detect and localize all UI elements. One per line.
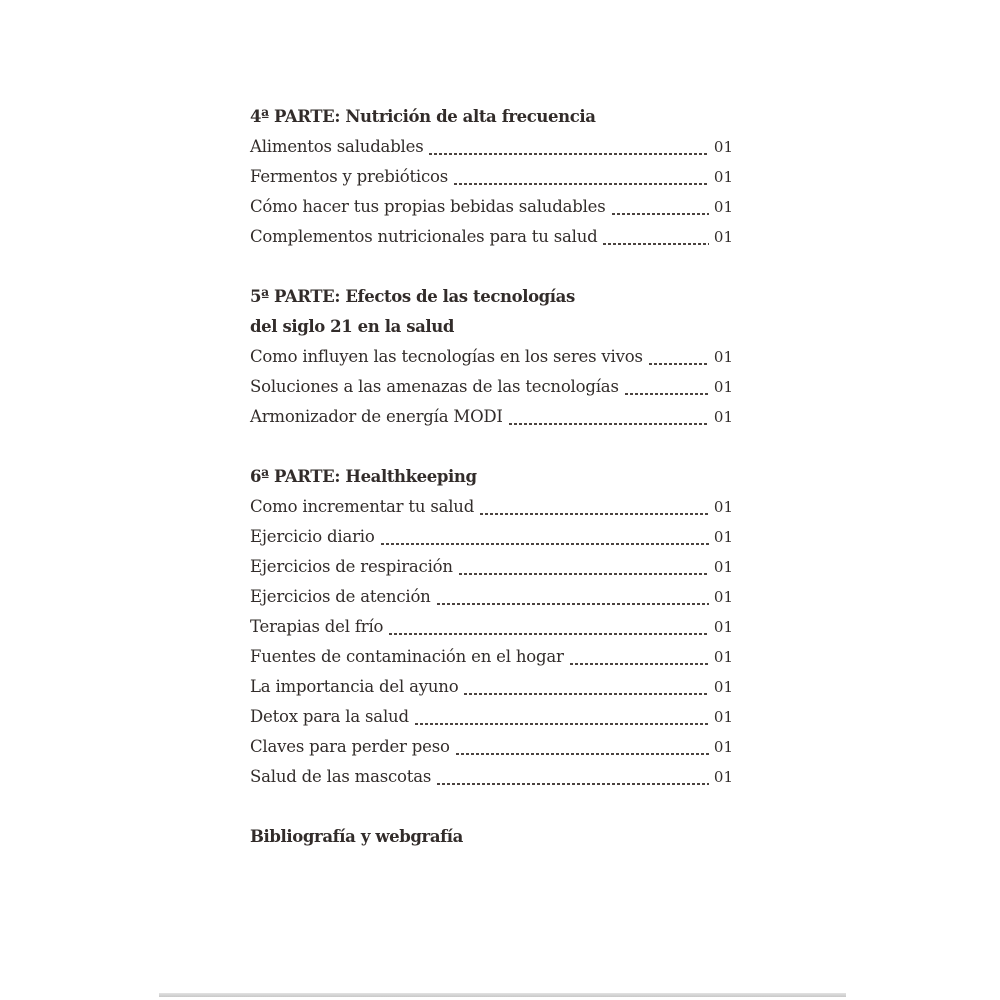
dot-leader bbox=[464, 693, 708, 695]
dot-leader bbox=[570, 663, 709, 665]
toc-entry-page: 01 bbox=[713, 498, 733, 516]
toc-entry bbox=[250, 762, 733, 792]
dot-leader bbox=[603, 243, 708, 245]
toc-section-parte-6 bbox=[250, 462, 733, 792]
toc-entry-title: Salud de las mascotas bbox=[250, 767, 432, 786]
toc-entry-page: 01 bbox=[713, 528, 733, 546]
dot-leader bbox=[454, 183, 709, 185]
toc-entry bbox=[250, 612, 733, 642]
dot-leader bbox=[509, 423, 709, 425]
toc-entry bbox=[250, 582, 733, 612]
toc-entry-page: 01 bbox=[713, 168, 733, 186]
dot-leader bbox=[625, 393, 709, 395]
toc-entry-page: 01 bbox=[713, 198, 733, 216]
toc-entry bbox=[250, 702, 733, 732]
toc-entry-page: 01 bbox=[713, 228, 733, 246]
toc-entry-page: 01 bbox=[713, 348, 733, 366]
dot-leader bbox=[415, 723, 709, 725]
page-bottom-edge bbox=[159, 993, 846, 997]
dot-leader bbox=[649, 363, 709, 365]
toc-entry-title: Terapias del frío bbox=[250, 617, 384, 636]
toc-entry-page: 01 bbox=[713, 708, 733, 726]
toc-section-bibliografia bbox=[250, 822, 733, 852]
toc-entry-page: 01 bbox=[713, 408, 733, 426]
toc-entry-title: Complementos nutricionales para tu salud bbox=[250, 227, 598, 246]
toc-entry-page: 01 bbox=[713, 678, 733, 696]
dot-leader bbox=[612, 213, 709, 215]
toc-entry bbox=[250, 132, 733, 162]
toc-entry bbox=[250, 342, 733, 372]
toc-entry-page: 01 bbox=[713, 768, 733, 786]
toc-entry bbox=[250, 642, 733, 672]
dot-leader bbox=[381, 543, 709, 545]
toc-entry bbox=[250, 552, 733, 582]
table-of-contents bbox=[250, 102, 733, 882]
toc-entry bbox=[250, 672, 733, 702]
toc-entry-page: 01 bbox=[713, 648, 733, 666]
section-heading-line-1: 5ª PARTE: Efectos de las tecnologías bbox=[250, 287, 575, 306]
toc-entry-page: 01 bbox=[713, 138, 733, 156]
toc-entry-title: Soluciones a las amenazas de las tecnologías bbox=[250, 377, 619, 396]
toc-entry-title: Detox para la salud bbox=[250, 707, 409, 726]
toc-entry bbox=[250, 192, 733, 222]
toc-entry-title: Fermentos y prebióticos bbox=[250, 167, 449, 186]
toc-entry-title: Ejercicio diario bbox=[250, 527, 375, 546]
toc-entry bbox=[250, 162, 733, 192]
section-heading-line-2: del siglo 21 en la salud bbox=[250, 317, 454, 336]
toc-entry-page: 01 bbox=[713, 558, 733, 576]
toc-entry-title: Alimentos saludables bbox=[250, 137, 424, 156]
toc-entry bbox=[250, 222, 733, 252]
toc-entry bbox=[250, 492, 733, 522]
section-heading: 6ª PARTE: Healthkeeping bbox=[250, 467, 477, 486]
toc-section-parte-4 bbox=[250, 102, 733, 252]
dot-leader bbox=[429, 153, 708, 155]
dot-leader bbox=[456, 753, 709, 755]
toc-entry-title: Como incrementar tu salud bbox=[250, 497, 475, 516]
toc-section-parte-5 bbox=[250, 282, 733, 432]
toc-entry bbox=[250, 732, 733, 762]
toc-entry-page: 01 bbox=[713, 378, 733, 396]
toc-entry-page: 01 bbox=[713, 588, 733, 606]
toc-entry bbox=[250, 372, 733, 402]
toc-entry-title: Armonizador de energía MODI bbox=[250, 407, 503, 426]
dot-leader bbox=[437, 603, 709, 605]
toc-entry bbox=[250, 522, 733, 552]
toc-entry-page: 01 bbox=[713, 738, 733, 756]
toc-entry-title: La importancia del ayuno bbox=[250, 677, 459, 696]
dot-leader bbox=[389, 633, 709, 635]
toc-entry bbox=[250, 402, 733, 432]
section-heading: Bibliografía y webgrafía bbox=[250, 827, 463, 846]
toc-entry-title: Fuentes de contaminación en el hogar bbox=[250, 647, 564, 666]
toc-entry-title: Como influyen las tecnologías en los seres vivos bbox=[250, 347, 643, 366]
toc-entry-title: Ejercicios de atención bbox=[250, 587, 431, 606]
dot-leader bbox=[480, 513, 709, 515]
toc-entry-title: Cómo hacer tus propias bebidas saludables bbox=[250, 197, 606, 216]
section-heading: 4ª PARTE: Nutrición de alta frecuencia bbox=[250, 107, 596, 126]
toc-entry-title: Ejercicios de respiración bbox=[250, 557, 453, 576]
dot-leader bbox=[459, 573, 709, 575]
toc-entry-page: 01 bbox=[713, 618, 733, 636]
dot-leader bbox=[437, 783, 709, 785]
toc-entry-title: Claves para perder peso bbox=[250, 737, 450, 756]
